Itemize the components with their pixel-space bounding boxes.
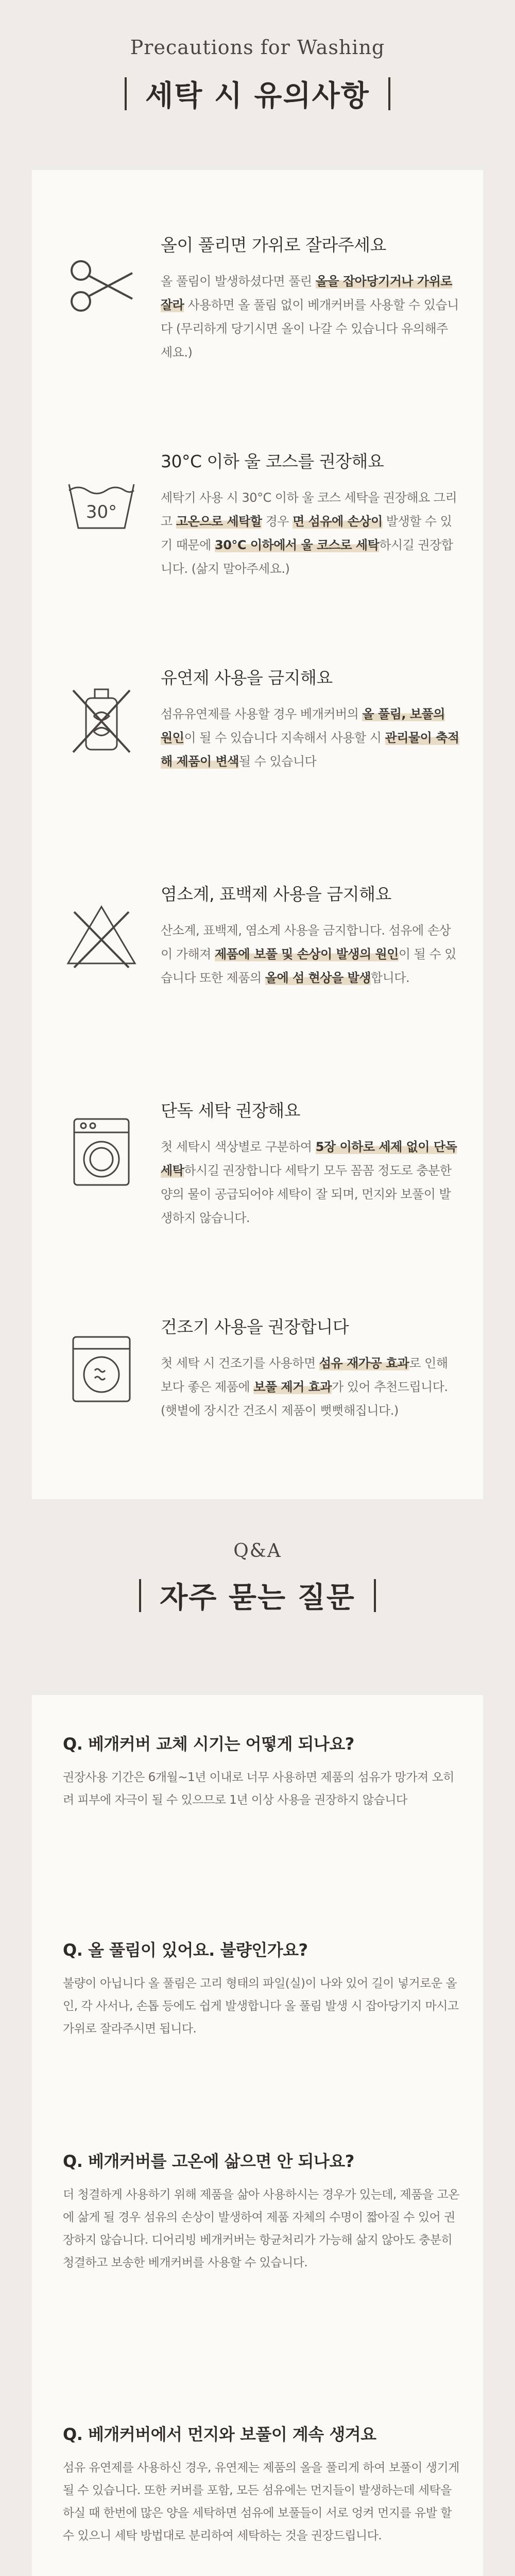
faq-item [63, 1937, 459, 2040]
faq-title: 자주 묻는 질문 [160, 1581, 355, 1615]
precaution-text [161, 1097, 459, 1230]
faq-answer: 더 청결하게 사용하기 위해 제품을 삶아 사용하시는 경우가 있는데, 제품을 고온에 삶게 될 경우 섬유의 손상이 발생하여 제품 자체의 수명이 짧아질 수 있어 권장하지 않습니다. 디어리빙 베개커버는 항균처리가 가능해 삶지 않아도 충분히 청결하고 보송한 베개커버를 사용할 수 있습니다. [63, 2188, 459, 2269]
section-title-row [0, 73, 515, 114]
body-text: 사용하면 올 풀림 없이 베개커버를 사용할 수 있습니다 (무리하게 당기시면 올이 나갈 수 있습니다 유의해주세요.) [161, 298, 459, 360]
faq-item [63, 2421, 459, 2547]
no-bleach-icon [63, 896, 140, 974]
precaution-body [161, 702, 459, 773]
precaution-text [161, 448, 459, 581]
faq-subtitle-en: Q&A [233, 1540, 282, 1562]
title-bar-right [374, 1579, 376, 1612]
faq-card [32, 1695, 483, 2576]
wash-30-icon [63, 464, 140, 541]
precaution-body [161, 269, 459, 364]
body-text: 이 될 수 있습니다 지속해서 사용할 시 [184, 731, 385, 745]
faq-answer: 권장사용 기간은 6개월~1년 이내로 너무 사용하면 제품의 섬유가 망가져 오히려 피부에 자극이 될 수 있으므로 1년 이상 사용을 권장하지 않습니다 [63, 1771, 454, 1807]
precaution-body [161, 1351, 459, 1422]
body-highlight: 30°C 이하에서 울 코스로 세탁 [215, 538, 380, 552]
precaution-text [161, 232, 459, 364]
precaution-body [161, 486, 459, 581]
body-highlight: 섬유 재가공 효과 [319, 1356, 409, 1370]
faq-item [63, 1731, 459, 1811]
washing-precautions-header [0, 0, 515, 170]
faq-answer: 섬유 유연제를 사용하신 경우, 유연제는 제품의 올을 풀리게 하여 보풀이 생기게 될 수 있습니다. 또한 커버를 포함, 모든 섬유에는 먼지들이 발생하는데 세탁을 하실 때 한번에 많은 양을 세탁하면 섬유에 보풀들이 서로 엉켜 먼지를 유발 할 수 있으니 세탁 방법대로 분리하여 세탁하는 것을 권장드립니다. [63, 2461, 459, 2543]
body-highlight: 면 섬유에 손상이 [293, 514, 383, 529]
body-highlight: 5장 이하로 세제 없이 단독 세탁 [161, 1140, 457, 1178]
faq-item [63, 2148, 459, 2274]
precaution-item-wash-30 [32, 407, 483, 613]
body-text: 첫 세탁시 색상별로 구분하여 [161, 1140, 316, 1154]
no-softener-icon [63, 680, 140, 757]
body-text: 하시길 권장합니다 세탁기 모두 꼼꼼 정도로 충분한 양의 물이 공급되어야 세탁이 잘 되며, 먼지와 보풀이 발생하지 않습니다. [161, 1163, 452, 1225]
precaution-heading: 유연제 사용을 금지해요 [161, 668, 333, 688]
body-text: 경우 [262, 514, 293, 529]
precaution-item-no-softener [32, 623, 483, 829]
body-text: 발생할 수 있기 때문에 [161, 514, 452, 552]
faq-question: Q. 베개커버 교체 시기는 어떻게 되나요? [63, 1734, 354, 1754]
faq-header [0, 1540, 515, 1616]
body-highlight: 고온으로 세탁할 [176, 514, 262, 529]
precaution-item-no-bleach [32, 840, 483, 1046]
precaution-body [161, 919, 459, 990]
title-bar-right [388, 77, 390, 110]
body-text: 세탁기 사용 시 30°C 이하 울 코스 세탁을 권장해요 그리고 [161, 490, 457, 529]
body-text: 올 풀림이 발생하셨다면 풀린 [161, 274, 316, 289]
section-title: 세탁 시 유의사항 [145, 79, 370, 113]
body-text: 첫 세탁 시 건조기를 사용하면 [161, 1356, 319, 1370]
precaution-text [161, 1314, 459, 1422]
body-text: 합니다. [370, 971, 410, 985]
precautions-card [32, 170, 483, 1499]
body-text: 섬유유연제를 사용할 경우 베개커버의 [161, 707, 363, 721]
wash-temp-label: 30° [85, 502, 117, 522]
precaution-heading: 올이 풀리면 가위로 잘라주세요 [161, 235, 386, 255]
precaution-heading: 건조기 사용을 권장합니다 [161, 1317, 349, 1337]
body-highlight: 제품에 보풀 및 손상이 발생의 원인 [215, 947, 399, 961]
washing-machine-icon [63, 1113, 140, 1190]
body-text: 가 있어 추천드립니다. (햇볕에 장시간 건조시 제품이 뻣뻣해집니다.) [161, 1380, 448, 1418]
title-bar-left [139, 1579, 141, 1612]
body-highlight: 관리물이 축적해 제품이 변색 [161, 731, 459, 769]
precaution-item-dryer [32, 1273, 483, 1479]
body-highlight: 올을 잡아당기거나 가위로 잘라 [161, 274, 452, 312]
section-subtitle-en: Precautions for Washing [130, 36, 385, 59]
precaution-heading: 30°C 이하 울 코스를 권장해요 [161, 451, 384, 471]
body-text: 산소계, 표백제, 염소계 사용을 금지합니다. 섬유에 손상이 가해져 [161, 923, 451, 961]
precaution-text [161, 665, 459, 773]
precaution-body [161, 1135, 459, 1230]
precaution-text [161, 881, 459, 990]
faq-answer: 불량이 아닙니다 올 풀림은 고리 형태의 파일(실)이 나와 있어 길이 넣거로운 올인, 각 사서나, 손톱 등에도 쉽게 발생합니다 올 풀림 발생 시 잡아당기지 마시고 가위로 잘라주시면 됩니다. [63, 1977, 459, 2036]
tumble-dry-icon [63, 1329, 140, 1406]
title-bar-left [125, 77, 127, 110]
precaution-item-scissors [32, 191, 483, 397]
body-text: 로 인해 보다 좋은 제품에 [161, 1356, 448, 1394]
precaution-heading: 염소계, 표백제 사용을 금지해요 [161, 884, 391, 904]
body-text: 될 수 있습니다 [238, 754, 317, 769]
faq-question: Q. 베개커버를 고온에 삶으면 안 되나요? [63, 2151, 354, 2171]
body-highlight: 올에 섬 현상을 발생 [265, 971, 371, 985]
body-text: 하시길 권장합니다. (삶지 말아주세요.) [161, 538, 453, 576]
precaution-heading: 단독 세탁 권장해요 [161, 1100, 301, 1121]
faq-question: Q. 베개커버에서 먼지와 보풀이 계속 생겨요 [63, 2425, 376, 2444]
body-text: 이 될 수 있습니다 또한 제품의 [161, 947, 456, 985]
precaution-item-separate-wash [32, 1056, 483, 1262]
scissors-icon [63, 247, 140, 325]
body-highlight: 보풀 제거 효과 [253, 1380, 332, 1394]
faq-question: Q. 올 풀림이 있어요. 불량인가요? [63, 1940, 308, 1960]
body-highlight: 올 풀림, 보풀의 원인 [161, 707, 445, 745]
faq-title-row [0, 1575, 515, 1616]
